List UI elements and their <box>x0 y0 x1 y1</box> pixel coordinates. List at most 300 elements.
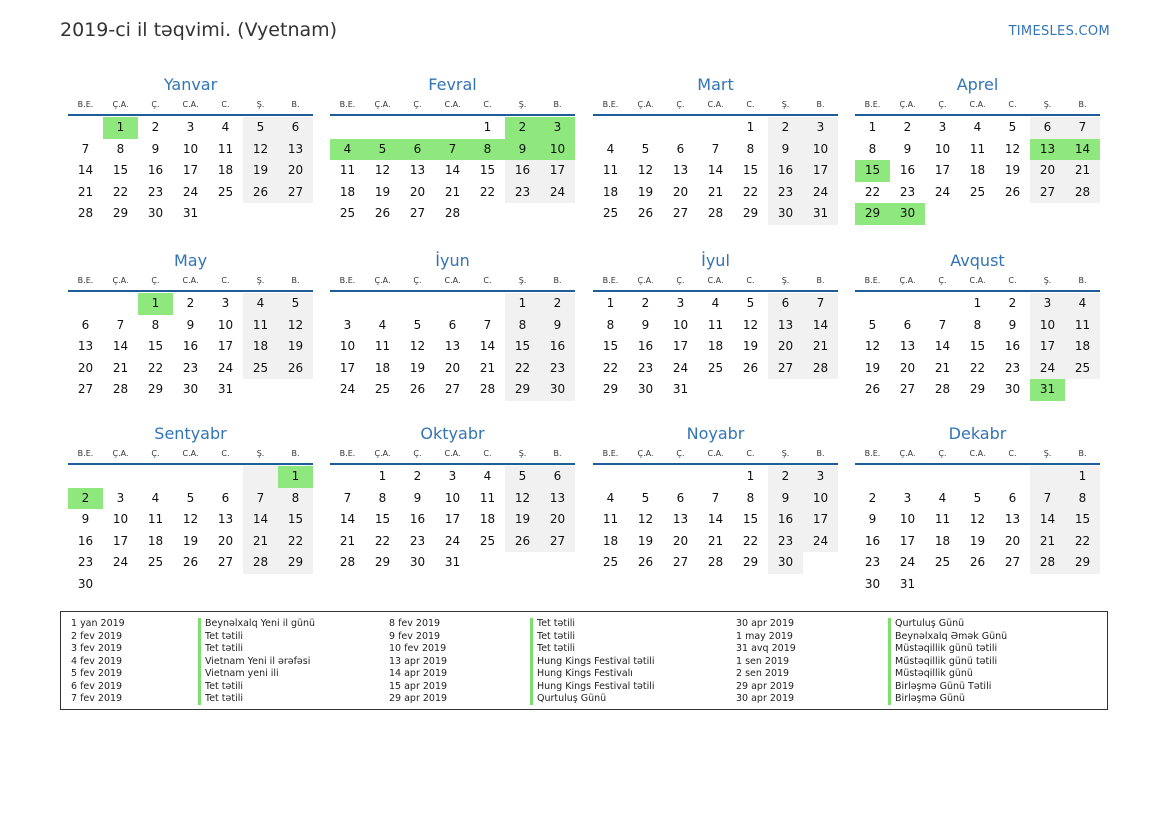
weekday-header <box>68 272 313 292</box>
weekday-label: C.A. <box>707 100 724 109</box>
day-cell: 2 <box>151 120 160 134</box>
legend-holiday: Qurtuluş Günü <box>537 693 607 704</box>
empty-cell <box>540 203 575 225</box>
day-cell: 30 <box>768 552 803 574</box>
day-cell: 18 <box>479 512 496 526</box>
day-cell: 17 <box>803 160 838 182</box>
empty-cell <box>470 293 505 315</box>
day-grid <box>68 466 313 595</box>
legend-date: 5 fev 2019 <box>71 668 123 679</box>
day-cell: 2 <box>68 488 103 510</box>
day-cell: 2 <box>868 490 877 505</box>
legend-dates-col-1 <box>71 618 125 706</box>
weekday-label: Ş. <box>518 276 527 285</box>
empty-cell <box>103 466 138 488</box>
weekday-label: C.A. <box>182 100 199 109</box>
weekday-label: Ç. <box>413 276 422 285</box>
month-block <box>593 423 838 574</box>
legend-divider <box>530 618 533 705</box>
legend-holiday: Hung Kings Festivalı <box>537 668 633 679</box>
month-block <box>330 74 575 225</box>
day-cell: 30 <box>1004 382 1021 396</box>
empty-cell <box>173 574 208 596</box>
day-cell: 27 <box>1030 182 1065 204</box>
day-cell: 4 <box>243 293 278 315</box>
month-block <box>855 74 1100 225</box>
day-cell: 18 <box>339 184 356 199</box>
legend-holiday: Hung Kings Festival tətili <box>537 680 655 692</box>
day-cell: 11 <box>479 490 496 505</box>
day-cell: 24 <box>339 382 356 396</box>
day-cell: 3 <box>803 117 838 139</box>
day-cell: 25 <box>707 360 724 375</box>
day-cell: 10 <box>112 512 129 526</box>
day-cell: 8 <box>746 141 755 156</box>
day-cell: 25 <box>1065 358 1100 380</box>
day-cell: 20 <box>899 360 916 375</box>
day-cell: 30 <box>890 203 925 225</box>
day-cell: 22 <box>969 360 986 375</box>
month-title: Dekabr <box>948 424 1007 443</box>
weekday-label: Ç. <box>151 449 160 458</box>
empty-cell <box>1065 203 1100 225</box>
day-cell: 30 <box>409 555 426 569</box>
legend-holiday: Tet tətili <box>205 693 243 704</box>
month-title: Sentyabr <box>154 424 227 443</box>
weekday-label: B. <box>291 449 300 458</box>
legend-date: 7 fev 2019 <box>71 693 123 704</box>
day-cell: 30 <box>147 206 164 220</box>
day-cell: 1 <box>746 120 755 134</box>
day-cell: 31 <box>899 576 916 591</box>
weekday-label: B.E. <box>77 276 94 285</box>
weekday-label: Ş. <box>781 449 790 458</box>
day-cell: 18 <box>934 533 951 548</box>
day-cell: 28 <box>707 206 724 220</box>
day-cell: 31 <box>217 382 234 396</box>
day-cell: 13 <box>444 339 461 353</box>
day-cell: 4 <box>606 141 615 156</box>
legend-date: 2 sen 2019 <box>736 668 790 679</box>
day-cell: 2 <box>641 296 650 310</box>
weekday-label: B.E. <box>77 100 94 109</box>
day-cell: 10 <box>899 512 916 526</box>
weekday-header <box>593 272 838 292</box>
empty-cell <box>208 203 243 225</box>
day-cell: 2 <box>1008 296 1017 310</box>
empty-cell <box>890 293 925 315</box>
day-cell: 10 <box>1030 315 1065 337</box>
weekday-label: Ş. <box>256 276 265 285</box>
day-cell: 2 <box>768 466 803 488</box>
page-title: 2019-ci il təqvimi. (Vyetnam) <box>60 19 338 41</box>
day-cell: 4 <box>938 490 947 505</box>
day-cell: 17 <box>899 533 916 548</box>
empty-cell <box>68 293 103 315</box>
day-cell: 4 <box>151 490 160 505</box>
empty-cell <box>505 203 540 225</box>
day-cell: 28 <box>77 206 94 220</box>
day-cell: 7 <box>81 141 90 156</box>
weekday-header <box>330 272 575 292</box>
day-cell: 15 <box>505 336 540 358</box>
day-cell: 19 <box>409 360 426 375</box>
day-cell: 29 <box>112 206 129 220</box>
day-cell: 14 <box>934 339 951 353</box>
empty-cell <box>890 466 925 488</box>
day-grid <box>855 117 1100 225</box>
day-cell: 10 <box>803 139 838 161</box>
day-cell: 22 <box>479 184 496 199</box>
day-cell: 22 <box>602 360 619 375</box>
day-cell: 14 <box>112 339 129 353</box>
day-cell: 22 <box>374 533 391 548</box>
empty-cell <box>698 117 733 139</box>
weekday-label: B.E. <box>339 100 356 109</box>
day-cell: 28 <box>1030 552 1065 574</box>
day-cell: 8 <box>973 317 982 332</box>
day-cell: 26 <box>505 531 540 553</box>
day-cell: 23 <box>147 184 164 199</box>
day-cell: 28 <box>339 555 356 569</box>
day-cell: 17 <box>672 339 689 353</box>
day-cell: 19 <box>637 184 654 199</box>
day-cell: 23 <box>540 358 575 380</box>
day-cell: 5 <box>868 317 877 332</box>
day-cell: 9 <box>81 512 90 526</box>
day-cell: 14 <box>707 163 724 177</box>
weekday-label: Ş. <box>518 100 527 109</box>
day-cell: 15 <box>969 339 986 353</box>
day-cell: 29 <box>147 382 164 396</box>
day-cell: 26 <box>182 555 199 569</box>
day-cell: 5 <box>1008 120 1017 134</box>
day-grid <box>593 117 838 225</box>
day-cell: 13 <box>1004 512 1021 526</box>
legend-holiday: Birləşmə Günü <box>895 693 966 704</box>
day-cell: 16 <box>637 339 654 353</box>
day-cell: 28 <box>444 206 461 220</box>
day-cell: 11 <box>602 163 619 177</box>
day-cell: 24 <box>217 360 234 375</box>
day-cell: 23 <box>409 533 426 548</box>
empty-cell <box>208 574 243 596</box>
empty-cell <box>925 574 960 596</box>
day-grid <box>68 293 313 401</box>
empty-cell <box>698 379 733 401</box>
day-cell: 16 <box>864 533 881 548</box>
day-cell: 8 <box>505 315 540 337</box>
day-cell: 1 <box>278 466 313 488</box>
day-cell: 19 <box>864 360 881 375</box>
day-cell: 15 <box>855 160 890 182</box>
weekday-label: Ç.A. <box>374 276 391 285</box>
weekday-label: C.A. <box>969 100 986 109</box>
weekday-label: Ş. <box>256 449 265 458</box>
day-cell: 29 <box>855 203 890 225</box>
day-cell: 21 <box>339 533 356 548</box>
empty-cell <box>663 117 698 139</box>
day-cell: 4 <box>973 120 982 134</box>
day-cell: 11 <box>374 339 391 353</box>
day-cell: 14 <box>243 509 278 531</box>
day-cell: 14 <box>444 163 461 177</box>
empty-cell <box>803 552 838 574</box>
day-cell: 22 <box>278 531 313 553</box>
day-cell: 7 <box>1065 117 1100 139</box>
day-grid <box>330 293 575 401</box>
weekday-label: C. <box>221 276 230 285</box>
holiday-legend <box>60 611 1108 710</box>
day-cell: 4 <box>606 490 615 505</box>
day-cell: 7 <box>116 317 125 332</box>
day-cell: 8 <box>868 141 877 156</box>
empty-cell <box>365 117 400 139</box>
day-cell: 27 <box>444 382 461 396</box>
day-cell: 12 <box>637 163 654 177</box>
legend-holiday: Birləşmə Günü Tətili <box>895 680 992 692</box>
day-grid <box>855 293 1100 401</box>
day-cell: 24 <box>444 533 461 548</box>
weekday-label: B.E. <box>77 449 94 458</box>
day-cell: 20 <box>1004 533 1021 548</box>
day-cell: 7 <box>938 317 947 332</box>
legend-divider <box>198 618 201 705</box>
day-cell: 2 <box>903 120 912 134</box>
day-cell: 18 <box>707 339 724 353</box>
day-cell: 31 <box>182 206 199 220</box>
empty-cell <box>330 117 365 139</box>
weekday-label: B. <box>1078 276 1087 285</box>
weekday-label: Ş. <box>1043 100 1052 109</box>
day-cell: 4 <box>221 120 230 134</box>
month-title: Mart <box>697 75 734 94</box>
legend-holiday: Tet tətili <box>205 630 243 642</box>
empty-cell <box>68 466 103 488</box>
day-cell: 22 <box>1065 531 1100 553</box>
day-cell: 24 <box>540 182 575 204</box>
day-cell: 7 <box>1030 488 1065 510</box>
month-title: Yanvar <box>163 75 218 94</box>
day-cell: 12 <box>374 163 391 177</box>
day-cell: 29 <box>969 382 986 396</box>
month-block <box>330 250 575 401</box>
weekday-label: Ç. <box>676 276 685 285</box>
empty-cell <box>925 293 960 315</box>
weekday-label: Ç. <box>151 100 160 109</box>
day-cell: 26 <box>1004 184 1021 199</box>
weekday-label: B.E. <box>339 449 356 458</box>
day-cell: 14 <box>803 315 838 337</box>
day-cell: 16 <box>77 533 94 548</box>
legend-holiday: Vietnam yeni ili <box>205 668 279 679</box>
day-cell: 24 <box>899 555 916 569</box>
day-cell: 2 <box>413 469 422 483</box>
brand-link[interactable]: TIMESLES.COM <box>1008 24 1110 39</box>
day-cell: 11 <box>707 317 724 332</box>
weekday-label: C. <box>1008 100 1017 109</box>
empty-cell <box>1065 574 1100 596</box>
empty-cell <box>1065 379 1100 401</box>
day-cell: 26 <box>864 382 881 396</box>
day-cell: 29 <box>374 555 391 569</box>
empty-cell <box>400 117 435 139</box>
weekday-label: B.E. <box>864 276 881 285</box>
legend-holiday: Beynəlxalq Yeni il günü <box>205 618 316 629</box>
day-cell: 19 <box>505 509 540 531</box>
day-cell: 5 <box>505 466 540 488</box>
day-cell: 18 <box>243 336 278 358</box>
day-cell: 20 <box>672 533 689 548</box>
day-cell: 26 <box>637 206 654 220</box>
day-cell: 22 <box>742 184 759 199</box>
weekday-label: C.A. <box>707 276 724 285</box>
day-cell: 15 <box>147 339 164 353</box>
day-cell: 12 <box>742 317 759 332</box>
legend-date: 1 yan 2019 <box>71 618 125 629</box>
day-cell: 15 <box>374 512 391 526</box>
weekday-label: C.A. <box>444 449 461 458</box>
day-cell: 30 <box>77 576 94 591</box>
empty-cell <box>995 203 1030 225</box>
day-cell: 6 <box>400 139 435 161</box>
day-cell: 29 <box>505 379 540 401</box>
day-cell: 18 <box>602 533 619 548</box>
day-cell: 5 <box>243 117 278 139</box>
empty-cell <box>278 203 313 225</box>
weekday-label: Ş. <box>256 100 265 109</box>
day-cell: 6 <box>81 317 90 332</box>
day-cell: 20 <box>77 360 94 375</box>
day-cell: 5 <box>365 139 400 161</box>
day-cell: 7 <box>711 490 720 505</box>
day-cell: 26 <box>374 206 391 220</box>
month-block <box>593 74 838 225</box>
day-cell: 28 <box>1065 182 1100 204</box>
legend-holiday: Tet tətili <box>537 643 575 654</box>
legend-holiday: Müstəqillik günü <box>895 668 973 679</box>
day-cell: 29 <box>602 382 619 396</box>
empty-cell <box>278 379 313 401</box>
weekday-label: Ş. <box>781 100 790 109</box>
legend-date: 1 may 2019 <box>736 630 793 642</box>
day-cell: 18 <box>602 184 619 199</box>
empty-cell <box>593 466 628 488</box>
day-cell: 19 <box>969 533 986 548</box>
day-cell: 3 <box>448 469 457 483</box>
day-cell: 4 <box>330 139 365 161</box>
day-cell: 17 <box>540 160 575 182</box>
day-cell: 12 <box>505 488 540 510</box>
day-cell: 8 <box>378 490 387 505</box>
day-cell: 15 <box>1065 509 1100 531</box>
day-cell: 9 <box>505 139 540 161</box>
day-cell: 4 <box>378 317 387 332</box>
day-cell: 9 <box>540 315 575 337</box>
day-cell: 6 <box>540 466 575 488</box>
day-cell: 6 <box>768 293 803 315</box>
day-cell: 10 <box>540 139 575 161</box>
month-title: May <box>173 251 208 270</box>
empty-cell <box>173 466 208 488</box>
day-cell: 14 <box>479 339 496 353</box>
day-cell: 28 <box>243 552 278 574</box>
weekday-label: C. <box>221 100 230 109</box>
day-cell: 25 <box>479 533 496 548</box>
legend-date: 29 apr 2019 <box>389 693 448 704</box>
empty-cell <box>628 117 663 139</box>
weekday-label: B. <box>816 449 825 458</box>
weekday-label: Ç.A. <box>112 276 129 285</box>
day-cell: 16 <box>768 160 803 182</box>
empty-cell <box>925 203 960 225</box>
day-cell: 30 <box>864 576 881 591</box>
legend-holiday: Tet tətili <box>205 643 243 654</box>
day-cell: 5 <box>278 293 313 315</box>
day-cell: 1 <box>483 120 492 134</box>
legend-date: 1 sen 2019 <box>736 655 790 667</box>
day-cell: 21 <box>77 184 94 199</box>
weekday-header <box>593 96 838 116</box>
legend-holiday: Tet tətili <box>537 618 575 629</box>
day-cell: 27 <box>899 382 916 396</box>
weekday-header <box>855 272 1100 292</box>
weekday-label: C.A. <box>707 449 724 458</box>
weekday-label: C. <box>221 449 230 458</box>
legend-date: 2 fev 2019 <box>71 630 123 642</box>
day-cell: 4 <box>711 296 720 310</box>
day-cell: 24 <box>112 555 129 569</box>
day-cell: 16 <box>540 336 575 358</box>
day-cell: 28 <box>707 555 724 569</box>
empty-cell <box>68 117 103 139</box>
day-cell: 16 <box>1004 339 1021 353</box>
day-cell: 16 <box>768 509 803 531</box>
day-cell: 2 <box>186 296 195 310</box>
weekday-label: Ç.A. <box>112 100 129 109</box>
empty-cell <box>470 203 505 225</box>
day-cell: 1 <box>505 293 540 315</box>
weekday-label: Ç.A. <box>374 449 391 458</box>
day-cell: 22 <box>112 184 129 199</box>
day-cell: 17 <box>339 360 356 375</box>
day-cell: 25 <box>934 555 951 569</box>
weekday-label: Ş. <box>781 276 790 285</box>
day-cell: 13 <box>278 139 313 161</box>
month-block <box>68 423 313 595</box>
day-cell: 3 <box>221 296 230 310</box>
weekday-label: C. <box>746 276 755 285</box>
legend-date: 3 fev 2019 <box>71 643 123 654</box>
day-cell: 25 <box>339 206 356 220</box>
day-cell: 16 <box>182 339 199 353</box>
day-cell: 26 <box>278 358 313 380</box>
day-cell: 25 <box>969 184 986 199</box>
weekday-label: C. <box>1008 449 1017 458</box>
month-title: İyul <box>701 251 730 270</box>
legend-names-col-2 <box>537 618 655 706</box>
day-cell: 9 <box>641 317 650 332</box>
day-cell: 31 <box>1030 379 1065 401</box>
day-cell: 29 <box>742 206 759 220</box>
day-cell: 13 <box>899 339 916 353</box>
day-cell: 10 <box>934 141 951 156</box>
day-cell: 9 <box>903 141 912 156</box>
legend-date: 4 fev 2019 <box>71 655 123 667</box>
day-cell: 27 <box>409 206 426 220</box>
empty-cell <box>103 574 138 596</box>
legend-dates-col-2 <box>389 618 447 706</box>
